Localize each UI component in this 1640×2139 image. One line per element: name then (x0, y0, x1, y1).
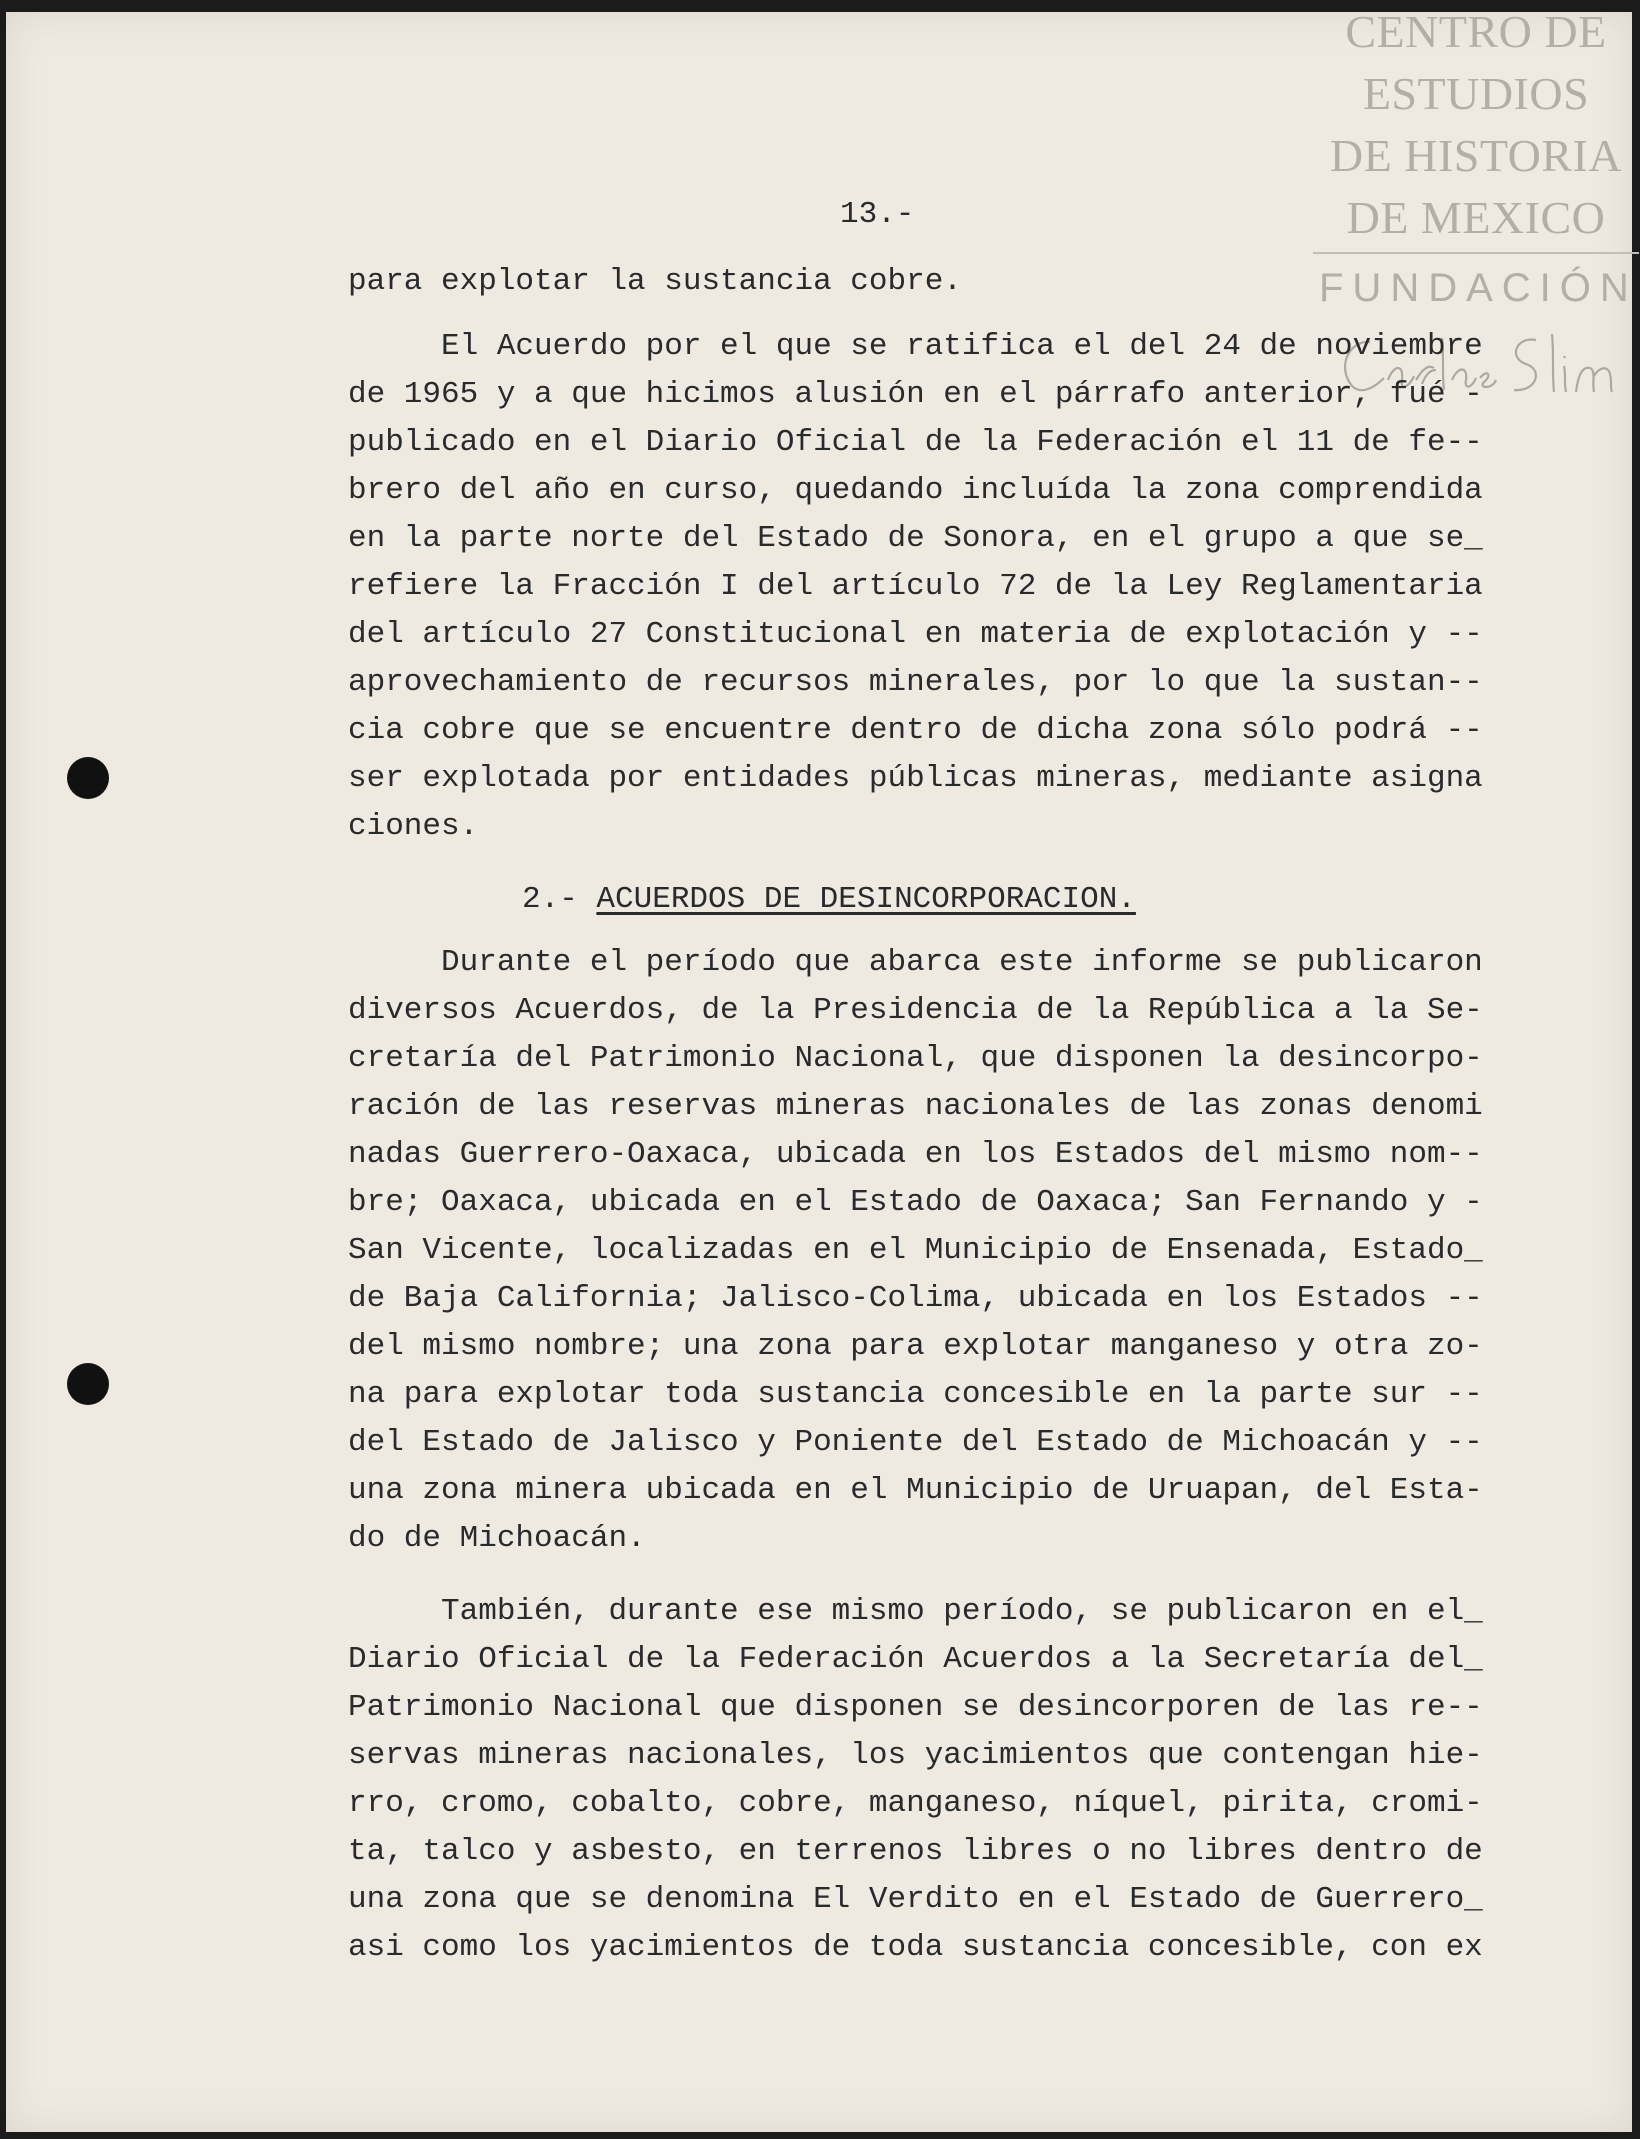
punch-hole (67, 757, 109, 799)
text-line: en la parte norte del Estado de Sonora, en el grupo a que se_ (348, 521, 1483, 556)
text-line: do de Michoacán. (348, 1521, 646, 1556)
page-number: 13.- (840, 197, 915, 232)
text-line: También, durante ese mismo período, se publicaron en el_ (348, 1594, 1483, 1629)
text-line: cretaría del Patrimonio Nacional, que disponen la desincorpo- (348, 1041, 1483, 1076)
watermark-line: ESTUDIOS (1362, 68, 1590, 119)
section-heading (522, 882, 1136, 917)
text-line: ser explotada por entidades públicas mineras, mediante asigna (348, 761, 1483, 796)
text-line: una zona que se denomina El Verdito en el Estado de Guerrero_ (348, 1882, 1483, 1917)
watermark-line: DE MEXICO (1346, 192, 1606, 243)
section-number: 2.- (522, 882, 578, 917)
watermark-line: DE HISTORIA (1329, 130, 1623, 181)
text-line: diversos Acuerdos, de la Presidencia de la República a la Se- (348, 993, 1483, 1028)
text-line: bre; Oaxaca, ubicada en el Estado de Oaxaca; San Fernando y - (348, 1185, 1483, 1220)
text-line: rro, cromo, cobalto, cobre, manganeso, níquel, pirita, cromi- (348, 1786, 1483, 1821)
text-line: nadas Guerrero-Oaxaca, ubicada en los Estados del mismo nom-- (348, 1137, 1483, 1172)
watermark-foundation: FUNDACIÓN (1319, 266, 1638, 310)
text-line: Patrimonio Nacional que disponen se desincorporen de las re-- (348, 1690, 1483, 1725)
text-line: Durante el período que abarca este informe se publicaron (348, 945, 1483, 980)
text-line: del Estado de Jalisco y Poniente del Estado de Michoacán y -- (348, 1425, 1483, 1460)
text-line: ta, talco y asbesto, en terrenos libres o no libres dentro de (348, 1834, 1483, 1869)
text-line: refiere la Fracción I del artículo 72 de la Ley Reglamentaria (348, 569, 1483, 604)
text-line: de Baja California; Jalisco-Colima, ubicada en los Estados -- (348, 1281, 1483, 1316)
text-line: del mismo nombre; una zona para explotar manganeso y otra zo- (348, 1329, 1483, 1364)
text-line: El Acuerdo por el que se ratifica el del 24 de noviembre (348, 329, 1483, 364)
text-line: brero del año en curso, quedando incluída la zona comprendida (348, 473, 1483, 508)
punch-hole (67, 1363, 109, 1405)
watermark-divider (1313, 252, 1639, 254)
text-line: asi como los yacimientos de toda sustancia concesible, con ex (348, 1930, 1483, 1965)
archive-watermark (1313, 0, 1639, 330)
text-line: una zona minera ubicada en el Municipio de Uruapan, del Esta- (348, 1473, 1483, 1508)
watermark-line: CENTRO DE (1345, 6, 1607, 57)
text-line: cia cobre que se encuentre dentro de dicha zona sólo podrá -- (348, 713, 1483, 748)
text-line: del artículo 27 Constitucional en materia de explotación y -- (348, 617, 1483, 652)
text-line: na para explotar toda sustancia concesible en la parte sur -- (348, 1377, 1483, 1412)
text-line: Diario Oficial de la Federación Acuerdos a la Secretaría del_ (348, 1642, 1483, 1677)
text-line: para explotar la sustancia cobre. (348, 264, 962, 299)
text-line: publicado en el Diario Oficial de la Federación el 11 de fe-- (348, 425, 1483, 460)
text-line: ración de las reservas mineras nacionales de las zonas denomi (348, 1089, 1483, 1124)
text-line: San Vicente, localizadas en el Municipio de Ensenada, Estado_ (348, 1233, 1483, 1268)
text-line: de 1965 y a que hicimos alusión en el párrafo anterior, fué - (348, 377, 1483, 412)
text-line: servas mineras nacionales, los yacimientos que contengan hie- (348, 1738, 1483, 1773)
section-title: ACUERDOS DE DESINCORPORACION. (596, 882, 1136, 917)
text-line: aprovechamiento de recursos minerales, por lo que la sustan-- (348, 665, 1483, 700)
text-line: ciones. (348, 809, 479, 844)
